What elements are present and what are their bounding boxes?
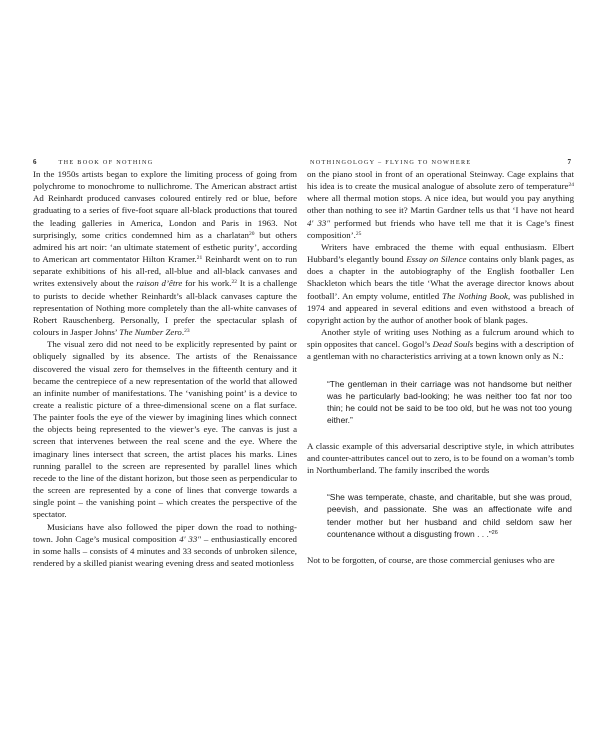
footnote-ref: 24: [568, 182, 574, 189]
paragraph: Not to be forgotten, of course, are those commercial geniuses who are: [307, 554, 555, 565]
left-running-title: THE BOOK OF NOTHING: [58, 159, 154, 166]
work-title: Essay on Silence: [406, 254, 467, 265]
block-quote-epitaph: “She was temperate, chaste, and charitable, but she was proud, peevish, and passionate. She was an affectionate wife and tender mother but her husband and child seldom saw her countenance without a disgusting frown . . .”$^{26}$: [327, 492, 572, 539]
paragraph: on the piano stool in front of an operational Steinway. Cage explains that his idea is to create the musical analogue of absolute zero of temperature$^{24}$ where all thermal motion stops. A nice idea, but would you pay anything other than nothing to see it? Martin Gardner tells us that ‘I have not heard 4′ 33″ performed but friends who have tell me that it is Cage’s finest composition’.$^{25}$: [307, 169, 574, 240]
footnote-ref: 23: [184, 328, 190, 335]
paragraph: In the 1950s artists began to explore the limiting process of going from polychrome to monochrome to nullichrome. The American abstract artist Ad Reinhardt produced canvases coloured entirely red or blue, before graduating to a series of five-foot square all-black productions that toured the leading galleries in America, London and Paris in 1963. Not surprisingly, some critics condemned him as a charlatan$^{20}$ but others admired his art noir: ‘an ultimate statement of esthetic purity’, according to American art commentator Hilton Kramer.$^{21}$ Reinhardt went on to run separate exhibitions of his all-red, all-blue and all-black canvases and writes extensively about the raison d’être for his work.$^{22}$ It is a challenge to purists to decide whether Reinhardt’s all-black canvases capture the representation of Nothing more completely than the all-white canvases of Robert Rauschenberg. Personally, I prefer the spectacular splash of colours in Jasper Johns’ The Number Zero.$^{23}$: [33, 169, 298, 338]
work-title: 4′ 33″: [179, 533, 201, 544]
right-body-text: [307, 168, 574, 566]
footnote-ref: 20: [248, 230, 255, 237]
paragraph: Writers have embraced the theme with equal enthusiasm. Elbert Hubbard’s elegantly bound Essay on Silence contains only blank pages, as does a chapter in the autobiography of the English footballer Len Shackleton which bears the title ‘What the average director knows about football’. An empty volume, entitled The Nothing Book, was published in 1974 and appeared in several editions and even withstood a breach of copyright action by the author of another book of blank pages.: [307, 241, 575, 325]
footnote-ref: 26: [491, 529, 498, 536]
left-page-number: 6: [33, 158, 37, 166]
block-quote-gogol: “The gentleman in their carriage was not handsome but neither was he particularly bad-looking; he was neither too fat nor too thin; he could not be said to be too old, but he was not too young either.”: [327, 378, 572, 425]
paragraph: Another style of writing uses Nothing as a fulcrum around which to spin opposites that cancel. Gogol’s Dead Souls begins with a description of a gentleman with no characteristics arriving at a town known only as N.:: [307, 327, 575, 362]
left-body-text: [33, 168, 297, 569]
left-running-head: [33, 158, 301, 166]
paragraph: The visual zero did not need to be explicitly represented by paint or obliquely signalled by its absence. The artists of the Renaissance discovered the visual zero for themselves in the fifteenth century and it became the centrepiece of a new representation of the world that allowed an infinite number of manifestations. The ‘vanishing point’ is a device to create a realistic picture of a three-dimensional scene on a flat surface. The painter fools the eye of the viewer by imagining lines which connect the objects being represented to the viewer’s eye. The canvas is just a screen that intervenes between the real scene and the eye. Where the imaginary lines intersect that screen, the artist places his marks. Lines running parallel to the screen are represented by parallel lines which recede to the line of the distant horizon, but those seen as perpendicular to the screen are represented by a cone of lines that converge towards a single point – the vanishing point – which creates the perspective of the spectator.: [33, 339, 297, 520]
right-running-head: [310, 158, 571, 166]
paragraph: Musicians have also followed the piper down the road to nothing-town. John Cage’s musical composition 4′ 33″ – enthusiastically encored in some halls – consists of 4 minutes and 33 seconds of unbroken silence, rendered by a skilled pianist wearing evening dress and seated motionless: [33, 521, 297, 568]
right-page-number: 7: [567, 158, 571, 166]
right-page: [300, 0, 600, 750]
footnote-ref: 25: [355, 230, 362, 237]
paragraph: A classic example of this adversarial descriptive style, in which attributes and counter-attributes cancel out to zero, is to be found on a woman’s tomb in Northumberland. The family inscribed the words: [307, 440, 574, 476]
right-running-title: NOTHINGOLOGY – FLYING TO NOWHERE: [310, 159, 472, 166]
work-title: 4′ 33″: [307, 217, 331, 228]
footnote-ref: 22: [231, 279, 238, 286]
italic-phrase: raison d’être: [136, 278, 183, 289]
work-title: The Nothing Book: [442, 290, 508, 301]
work-title: Dead Souls: [432, 339, 474, 350]
work-title: The Number Zero: [119, 327, 182, 338]
footnote-ref: 21: [196, 255, 203, 262]
